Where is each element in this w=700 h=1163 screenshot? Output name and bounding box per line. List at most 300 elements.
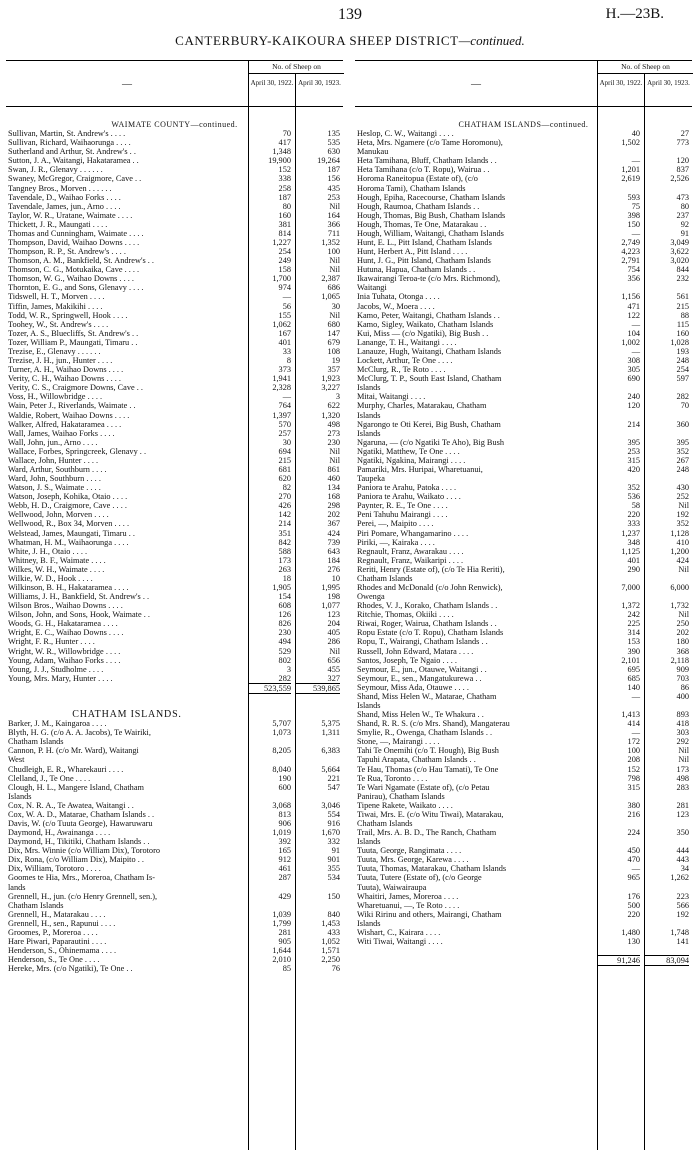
owner-name: Chatham Islands	[8, 737, 64, 747]
owner-name: Piri Pomare, Whangamarino . . . .	[357, 528, 469, 538]
table-row	[6, 810, 343, 819]
owner-name: Wain, Peter J., Riverlands, Waimate . .	[8, 401, 136, 411]
sheep-1923: 184	[327, 555, 340, 565]
right-rows	[355, 120, 692, 964]
sheep-1922: —	[282, 392, 291, 402]
sheep-1922: 167	[278, 328, 291, 338]
owner-name: Dix, Rona, (c/o William Dix), Maipito . .	[8, 855, 144, 865]
table-row	[355, 411, 692, 420]
total-row	[355, 955, 692, 964]
owner-name: Hunt, J. G., Pitt Island, Chatham Islands	[357, 256, 491, 266]
owner-name: Seymour, E., jun., Otauwe, Waitangi . .	[357, 664, 487, 674]
owner-name: Ikawairangi Teroa-te (c/o Mrs. Richmond),	[357, 274, 501, 284]
table-row	[355, 837, 692, 846]
owner-name: Hunt, Herbert A., Pitt Island . . . .	[357, 247, 468, 257]
sheep-1923: 230	[327, 437, 340, 447]
sheep-1922: 351	[278, 528, 291, 538]
table-row	[6, 765, 343, 774]
table-row	[6, 329, 343, 338]
table-row	[355, 783, 692, 792]
sheep-1922: 153	[627, 637, 640, 647]
sheep-1923: 223	[676, 891, 689, 901]
owner-name: Ngatiki, Matthew, Te One . . . .	[357, 446, 460, 456]
sheep-1923: 444	[676, 846, 689, 856]
owner-name: Wishart, C., Kairara . . . .	[357, 927, 441, 937]
table-row	[6, 165, 343, 174]
table-row	[6, 592, 343, 601]
table-row	[355, 801, 692, 810]
sheep-1923: 2,526	[670, 174, 689, 184]
sheep-1922: —	[631, 346, 640, 356]
sheep-1922: 173	[278, 555, 291, 565]
table-row	[6, 483, 343, 492]
owner-name: Paynter, R. E., Te One . . . .	[357, 501, 448, 511]
sheep-1923: 254	[676, 365, 689, 375]
table-row	[6, 392, 343, 401]
table-row	[6, 347, 343, 356]
table-row	[6, 129, 343, 138]
table-row	[355, 519, 692, 528]
sheep-1922: —	[631, 728, 640, 738]
table-row	[6, 864, 343, 873]
owner-name: Wilkie, W. D., Hook . . . .	[8, 573, 93, 583]
owner-name: Walker, Alfred, Hakataramea . . . .	[8, 419, 122, 429]
sheep-1922: 19,900	[268, 156, 291, 166]
owner-name: McClurg, T. P., South East Island, Chatham	[357, 374, 502, 384]
table-row	[355, 420, 692, 429]
table-row	[6, 211, 343, 220]
sheep-1923: 1,065	[321, 292, 340, 302]
sheep-1923: 202	[327, 510, 340, 520]
sheep-1923: Nil	[329, 201, 340, 211]
sheep-1922: 600	[278, 782, 291, 792]
table-row	[6, 147, 343, 156]
owner-name: Wilkes, W. H., Waimate . . . .	[8, 564, 105, 574]
sheep-1923: 10	[331, 573, 340, 583]
sheep-1922: 220	[627, 510, 640, 520]
sheep-1922: 282	[278, 673, 291, 683]
sheep-1923: 108	[327, 346, 340, 356]
sheep-1923: 19,264	[317, 156, 340, 166]
owner-name: Young, J. J., Studholme . . . .	[8, 664, 104, 674]
owner-name: Tuuta), Waiwairaupa	[357, 882, 427, 892]
owner-name: Welstead, James, Maungati, Timaru . .	[8, 528, 135, 538]
owner-name: Horoma Tami), Chatham Islands	[357, 183, 466, 193]
owner-name: Tiffin, James, Makikihi . . . .	[8, 301, 103, 311]
owner-name: Islands	[8, 791, 32, 801]
table-row	[355, 828, 692, 837]
sheep-1923: 1,320	[321, 410, 340, 420]
owner-name: Turner, A. H., Waihao Downs . . . .	[8, 365, 124, 375]
sheep-1922: 216	[627, 809, 640, 819]
sheep-1923: 680	[327, 319, 340, 329]
table-row	[6, 320, 343, 329]
sheep-1923: 539,865	[295, 683, 340, 694]
sheep-1923: 597	[676, 374, 689, 384]
sheep-1923: 76	[331, 964, 340, 974]
owner-name: Tahi Te Onemihi (c/o T. Hough), Big Bush	[357, 746, 499, 756]
sheep-1923: 473	[676, 192, 689, 202]
table-row	[355, 538, 692, 547]
sheep-1923: 160	[676, 328, 689, 338]
owner-name: Barker, J. M., Kaingaroa . . . .	[8, 719, 107, 729]
owner-name: Ngaruna, — (c/o Ngatiki Te Aho), Big Bush	[357, 437, 504, 447]
sheep-1922: 401	[278, 337, 291, 347]
table-row	[355, 810, 692, 819]
table-row	[6, 846, 343, 855]
table-row	[355, 147, 692, 156]
sheep-1923: 156	[327, 174, 340, 184]
sheep-1922: 3,068	[272, 800, 291, 810]
table-row	[6, 901, 343, 910]
sheep-1922: 3	[286, 664, 291, 674]
table-row	[355, 456, 692, 465]
sheep-1922: 172	[627, 737, 640, 747]
sheep-1922: 18	[282, 573, 291, 583]
sheep-1923: 198	[327, 592, 340, 602]
table-row	[355, 547, 692, 556]
table-row	[355, 138, 692, 147]
sheep-1923: 630	[327, 147, 340, 157]
sheep-1923: 455	[327, 664, 340, 674]
owner-name: Wall, James, Waihao Forks . . . .	[8, 428, 115, 438]
sheep-1922: 685	[627, 673, 640, 683]
owner-name: Chudleigh, E. R., Wharekauri . . . .	[8, 764, 124, 774]
sheep-1922: —	[631, 691, 640, 701]
sheep-1922: 1,237	[621, 528, 640, 538]
owner-name: Shand, R. R. S. (c/o Mrs. Shand), Mangaterau	[357, 719, 510, 729]
owner-name: Heslop, C. W., Waitangi . . . .	[357, 129, 454, 139]
sheep-1923: 861	[327, 464, 340, 474]
sheep-1922: 249	[278, 256, 291, 266]
owner-name: Kamo, Sigley, Waikato, Chatham Islands	[357, 319, 494, 329]
owner-name: Islands	[357, 383, 381, 393]
sheep-1923: 405	[327, 628, 340, 638]
owner-name: Cannon, P. H. (c/o Mr. Ward), Waitangi	[8, 746, 139, 756]
table-row	[6, 937, 343, 946]
owner-name: Islands	[357, 428, 381, 438]
sheep-1923: 535	[327, 138, 340, 148]
table-row	[355, 864, 692, 873]
sheep-1922: 1,799	[272, 918, 291, 928]
sheep-1923: 135	[327, 129, 340, 139]
table-row	[355, 483, 692, 492]
sheep-1922: 7,000	[621, 582, 640, 592]
sheep-1922: 263	[278, 564, 291, 574]
sheep-1922: 104	[627, 328, 640, 338]
owner-name: Chatham Islands	[357, 573, 413, 583]
owner-name: Whaitiri, James, Moreroa . . . .	[357, 891, 459, 901]
sheep-1922: 470	[627, 855, 640, 865]
owner-name: Taupeka	[357, 474, 385, 484]
table-row	[355, 637, 692, 646]
sheep-1922: 75	[631, 201, 640, 211]
owner-name: Ropu, T., Wairangi, Chatham Islands . .	[357, 637, 488, 647]
owner-name: Wallace, John, Hunter . . . .	[8, 455, 99, 465]
table-row	[6, 837, 343, 846]
sheep-1923: 168	[327, 492, 340, 502]
sheep-1922: 70	[282, 129, 291, 139]
owner-name: Wharetuanui, —, Te Roto . . . .	[357, 900, 460, 910]
sheep-1922: 187	[278, 192, 291, 202]
sheep-1923: 267	[676, 455, 689, 465]
col-1922-header: April 30, 1922.	[248, 74, 295, 106]
owner-name: Jacobs, W., Moera . . . .	[357, 301, 435, 311]
table-row	[6, 719, 343, 728]
table-row	[355, 910, 692, 919]
sheep-1923: 303	[676, 728, 689, 738]
table-row	[6, 946, 343, 955]
sheep-1923: 3,049	[670, 238, 689, 248]
table-row	[6, 447, 343, 456]
table-row	[6, 919, 343, 928]
sheep-1923: 3,046	[321, 800, 340, 810]
sheep-1923: 1,262	[670, 873, 689, 883]
table-row	[355, 873, 692, 882]
sheep-1922: 5,707	[272, 719, 291, 729]
sheep-1923: 215	[676, 301, 689, 311]
sheep-1922: 214	[627, 419, 640, 429]
owner-name: Voss, H., Willowbridge . . . .	[8, 392, 103, 402]
sheep-1922: 287	[278, 873, 291, 883]
sheep-1922: 906	[278, 819, 291, 829]
sheep-1923: 355	[327, 864, 340, 874]
owner-name: CHATHAM ISLANDS.	[72, 710, 182, 720]
owner-name: Smylie, R., Owenga, Chatham Islands . .	[357, 728, 493, 738]
owner-name: Dix, Mrs. Winnie (c/o William Dix), Torotoro	[8, 846, 160, 856]
table-row	[6, 401, 343, 410]
sheep-1923: Nil	[678, 755, 689, 765]
table-row	[6, 964, 343, 973]
sheep-1922: 965	[627, 873, 640, 883]
sheep-1923: 410	[676, 537, 689, 547]
owner-name: Seymour, Miss Ada, Otauwe . . . .	[357, 682, 469, 692]
table-row	[355, 438, 692, 447]
sheep-count-group-header: No. of Sheep on	[248, 61, 344, 74]
owner-name: Toohey, W., St. Andrew's . . . .	[8, 319, 109, 329]
sheep-1922: 373	[278, 365, 291, 375]
sheep-1922: 414	[627, 719, 640, 729]
owner-name: Clough, H. L., Mangere Island, Chatham	[8, 782, 144, 792]
sheep-1922: 471	[627, 301, 640, 311]
table-row	[6, 492, 343, 501]
sheep-1923: Nil	[678, 610, 689, 620]
table-row	[355, 556, 692, 565]
sheep-1922: 536	[627, 492, 640, 502]
sheep-1922: 225	[627, 619, 640, 629]
owner-name: Wellwood, John, Morven . . . .	[8, 510, 109, 520]
owner-name: Panirau), Chatham Islands	[357, 791, 445, 801]
owner-name: Henderson, S., Te One . . . .	[8, 955, 100, 965]
sheep-1922: 974	[278, 283, 291, 293]
owner-name: Stone, —, Mairangi . . . .	[357, 737, 440, 747]
table-row	[6, 420, 343, 429]
sheep-1923: 498	[676, 773, 689, 783]
table-row	[355, 774, 692, 783]
owner-name: Swan, J. R., Glenavy . . . . . .	[8, 165, 103, 175]
table-row	[6, 247, 343, 256]
sheep-1923: 1,077	[321, 601, 340, 611]
table-row	[6, 138, 343, 147]
table-row	[355, 928, 692, 937]
owner-name: Islands	[357, 918, 381, 928]
sheep-1923: Nil	[678, 746, 689, 756]
sheep-1923: 150	[327, 891, 340, 901]
sheep-1923: 134	[327, 483, 340, 493]
table-row	[355, 383, 692, 392]
sheep-1922: 8	[286, 356, 291, 366]
sheep-1922: 290	[627, 564, 640, 574]
owner-name: Hough, Raumoa, Chatham Islands . .	[357, 201, 480, 211]
table-row	[6, 746, 343, 755]
table-row	[355, 892, 692, 901]
owner-name: Young, Mrs. Mary, Hunter . . . .	[8, 673, 113, 683]
name-column-header: —	[471, 79, 481, 90]
sheep-1922: 429	[278, 891, 291, 901]
col-1923-header: April 30, 1923.	[295, 74, 343, 106]
owner-name: Thomson, C. G., Motukaika, Cave . . . .	[8, 265, 140, 275]
owner-name: Hutuna, Hapua, Chatham Islands . .	[357, 265, 476, 275]
table-row	[355, 265, 692, 274]
table-row	[355, 719, 692, 728]
table-row	[355, 193, 692, 202]
sheep-1923: 147	[327, 328, 340, 338]
table-row	[355, 883, 692, 892]
sheep-1922: 1,201	[621, 165, 640, 175]
sheep-1923: Nil	[678, 501, 689, 511]
sheep-1922: 58	[631, 501, 640, 511]
owner-name: Owenga	[357, 592, 385, 602]
owner-name: Wilkinson, B. H., Hakataramea . . . .	[8, 582, 129, 592]
owner-name: Woods, G. H., Hakataramea . . . .	[8, 619, 118, 629]
sheep-1923: 1,052	[321, 937, 340, 947]
sheep-1923: 686	[327, 283, 340, 293]
sheep-1922: 1,156	[621, 292, 640, 302]
left-table-header	[6, 60, 343, 107]
sheep-1922: 80	[282, 201, 291, 211]
table-row	[355, 755, 692, 764]
sheep-1923: 711	[327, 228, 340, 238]
owner-name: Dix, William, Torotoro . . . .	[8, 864, 101, 874]
table-row	[355, 710, 692, 719]
owner-name: Ward, John, Southburn . . . .	[8, 474, 101, 484]
owner-name: Rhodes, V. J., Korako, Chatham Islands . .	[357, 601, 498, 611]
table-row	[6, 229, 343, 238]
sheep-1923: 643	[327, 546, 340, 556]
table-row	[6, 583, 343, 592]
sheep-1923: 232	[676, 274, 689, 284]
owner-name: Thornton, E. G., and Sons, Glenavy . . . .	[8, 283, 144, 293]
owner-name: Grennell, H., jun. (c/o Henry Grennell, sen.),	[8, 891, 158, 901]
owner-name: Shand, Miss Helen W., Matarae, Chatham	[357, 691, 497, 701]
sheep-1923: 1,453	[321, 918, 340, 928]
total-row	[6, 683, 343, 692]
table-row	[6, 501, 343, 510]
sheep-1923: 253	[327, 192, 340, 202]
table-row	[6, 783, 343, 792]
table-row	[355, 429, 692, 438]
table-row	[355, 247, 692, 256]
sheep-1923: 332	[327, 837, 340, 847]
owner-name: White, J. H., Otaio . . . .	[8, 546, 88, 556]
table-row	[355, 302, 692, 311]
sheep-1923: 400	[676, 691, 689, 701]
owner-name: Taylor, W. R., Uratane, Waimate . . . .	[8, 210, 133, 220]
owner-name: Heta, Mrs. Ngamere (c/o Tame Horomonu),	[357, 138, 503, 148]
left-rows	[6, 120, 343, 973]
table-row	[355, 465, 692, 474]
owner-name: Heta Tamihana, Bluff, Chatham Islands . .	[357, 156, 497, 166]
sheep-1923: 286	[327, 637, 340, 647]
owner-name: Kui, Miss — (c/o Ngatiki), Big Bush . .	[357, 328, 489, 338]
owner-name: Witi Tiwai, Waitangi . . . .	[357, 937, 443, 947]
sheep-1923: 192	[676, 510, 689, 520]
owner-name: Horoma Raneitopua (Estate of), (c/o	[357, 174, 478, 184]
sheep-1922: 356	[627, 274, 640, 284]
owner-name: Tangney Bros., Morven . . . . . .	[8, 183, 112, 193]
sheep-1922: 1,700	[272, 274, 291, 284]
left-table	[6, 60, 343, 1160]
sheep-1922: 380	[627, 800, 640, 810]
sheep-1922: 152	[627, 764, 640, 774]
owner-name: Hereke, Mrs. (c/o Ngatiki), Te One . .	[8, 964, 133, 974]
table-row	[355, 283, 692, 292]
sheep-1923: 443	[676, 855, 689, 865]
table-row	[355, 474, 692, 483]
sheep-1923: 115	[676, 319, 689, 329]
sheep-1922: 1,480	[621, 927, 640, 937]
sheep-1922: 314	[627, 628, 640, 638]
table-row	[355, 728, 692, 737]
sheep-1923: 840	[327, 909, 340, 919]
table-row	[6, 474, 343, 483]
owner-name: Clelland, J., Te One . . . .	[8, 773, 91, 783]
table-row	[355, 338, 692, 347]
sheep-1923: 1,128	[670, 528, 689, 538]
sheep-1923: 547	[327, 782, 340, 792]
table-row	[355, 392, 692, 401]
sheep-1922: 338	[278, 174, 291, 184]
document-reference: H.—23B.	[605, 6, 664, 22]
owner-name: Sullivan, Richard, Waihaorunga . . . .	[8, 138, 131, 148]
owner-name: Goomes te Hia, Mrs., Moreroa, Chatham Is-	[8, 873, 156, 883]
sheep-1923: 773	[676, 138, 689, 148]
owner-name: Trezise, J. H., jun., Hunter . . . .	[8, 356, 113, 366]
sheep-1922: 813	[278, 809, 291, 819]
table-row	[6, 411, 343, 420]
name-column-header: —	[122, 79, 132, 90]
sheep-1923: 282	[676, 392, 689, 402]
sheep-1922: 305	[627, 365, 640, 375]
sheep-1923: 395	[676, 437, 689, 447]
owner-name: Thomson, W. G., Waihao Downs . . . .	[8, 274, 134, 284]
owner-name: Watson, J. S., Waimate . . . .	[8, 483, 101, 493]
sheep-1922: 214	[278, 519, 291, 529]
owner-name: Waitangi	[357, 283, 387, 293]
sheep-1922: 281	[278, 927, 291, 937]
owner-name: Thomas and Cunningham, Waimate . . . .	[8, 228, 144, 238]
sheep-1923: Nil	[329, 265, 340, 275]
sheep-1923: Nil	[329, 256, 340, 266]
sheep-1923: 916	[327, 819, 340, 829]
table-row	[355, 510, 692, 519]
section-heading	[6, 710, 343, 719]
sheep-1923: 368	[676, 646, 689, 656]
owner-name: Peni Tahuhu Mairangi . . . .	[357, 510, 448, 520]
sheep-1923: 1,732	[670, 601, 689, 611]
sheep-1922: 826	[278, 619, 291, 629]
table-row	[6, 601, 343, 610]
